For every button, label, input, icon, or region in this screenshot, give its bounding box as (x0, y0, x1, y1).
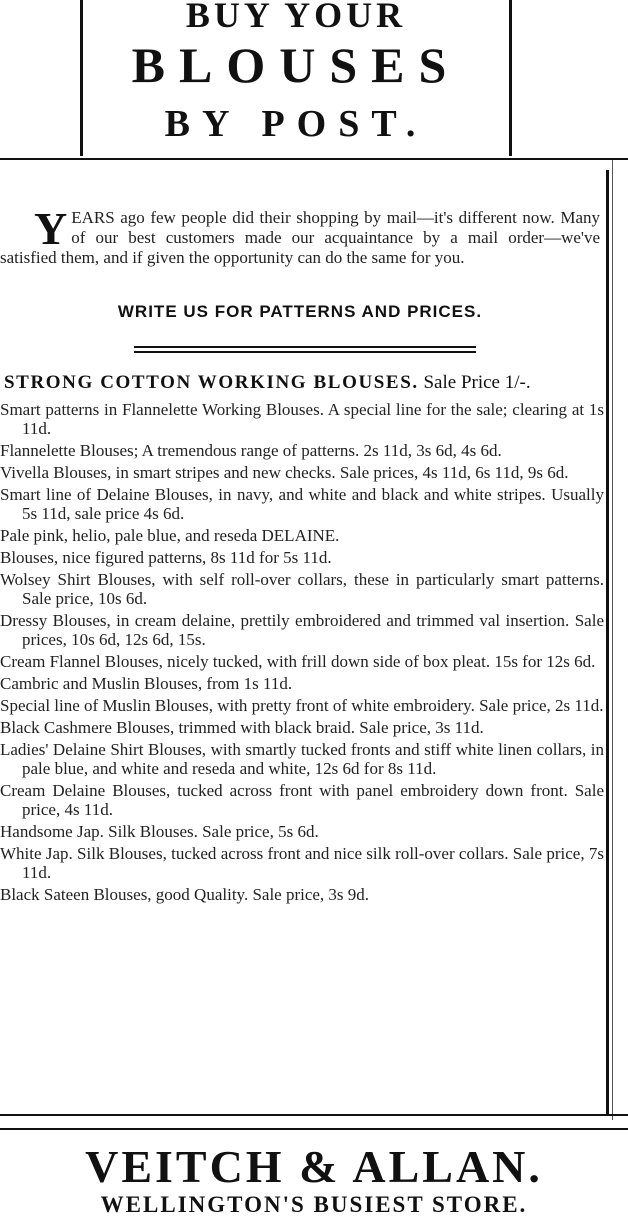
intro-paragraph (0, 203, 600, 268)
list-item: Smart line of Delaine Blouses, in navy, and white and black and white stripes. Usually 5s 11d, sale price 4s 6d. (0, 485, 604, 523)
section-sale-label: Sale Price 1/-. (423, 372, 531, 393)
list-item: Dressy Blouses, in cream delaine, prettily embroidered and trimmed val insertion. Sale prices, 10s 6d, 12s 6d, 15s. (0, 611, 604, 649)
call-to-action: WRITE US FOR PATTERNS AND PRICES. (117, 302, 483, 321)
section-heading (4, 372, 604, 394)
list-item: Flannelette Blouses; A tremendous range of patterns. 2s 11d, 3s 6d, 4s 6d. (0, 441, 502, 460)
list-item: Special line of Muslin Blouses, with pretty front of white embroidery. Sale price, 2s 11d. (0, 696, 604, 715)
list-item: Wolsey Shirt Blouses, with self roll-over collars, these in particularly smart patterns. Sale price, 10s 6d. (0, 570, 604, 608)
blouse-list (0, 400, 604, 907)
list-item: White Jap. Silk Blouses, tucked across front and nice silk roll-over collars. Sale price, 7s 11d. (0, 844, 604, 882)
separator-rule-bottom (134, 351, 476, 353)
list-item: Vivella Blouses, in smart stripes and new checks. Sale prices, 4s 11d, 6s 11d, 9s 6d. (0, 463, 569, 482)
separator-rule-top (134, 346, 476, 348)
list-item: Smart patterns in Flannelette Working Blouses. A special line for the sale; clearing at 1s 11d. (0, 400, 604, 438)
main-box-outer-right-rule (612, 160, 613, 1120)
footer-top-rule (0, 1128, 628, 1130)
section-title: STRONG COTTON WORKING BLOUSES. (4, 372, 419, 393)
firm-name: VEITCH & ALLAN. (85, 1141, 543, 1192)
list-item: Black Sateen Blouses, good Quality. Sale price, 3s 9d. (0, 885, 370, 904)
list-item: Handsome Jap. Silk Blouses. Sale price, 5s 6d. (0, 822, 319, 841)
header-bottom-rule (0, 158, 628, 160)
list-item: Cambric and Muslin Blouses, from 1s 11d. (0, 674, 293, 693)
list-item: Pale pink, helio, pale blue, and reseda DELAINE. (0, 526, 340, 545)
list-item: Cream Flannel Blouses, nicely tucked, with frill down side of box pleat. 15s for 12s 6d. (0, 652, 596, 671)
main-box-right-rule (606, 170, 609, 1114)
intro-text: EARS ago few people did their shopping by mail—it's different now. Many of our best customers made our acquaintance by a mail order—we've satisfied them, and if given the opportunity can do the same for you. (0, 208, 600, 267)
firm-tagline: WELLINGTON'S BUSIEST STORE. (100, 1192, 528, 1217)
headline-buy-your: BUY YOUR (185, 0, 407, 35)
headline-by-post: BY POST. (164, 103, 428, 145)
list-item: Cream Delaine Blouses, tucked across front with panel embroidery down front. Sale price, 4s 11d. (0, 781, 604, 819)
headline-blouses: BLOUSES (131, 37, 461, 93)
list-item: Blouses, nice figured patterns, 8s 11d for 5s 11d. (0, 548, 332, 567)
list-item: Black Cashmere Blouses, trimmed with black braid. Sale price, 3s 11d. (0, 718, 484, 737)
main-box-bottom-rule (0, 1114, 628, 1116)
list-item: Ladies' Delaine Shirt Blouses, with smartly tucked fronts and stiff white linen collars, in pale blue, and white and reseda and white, 12s 6d for 8s 11d. (0, 740, 604, 778)
intro-drop-cap: Y (34, 203, 68, 254)
